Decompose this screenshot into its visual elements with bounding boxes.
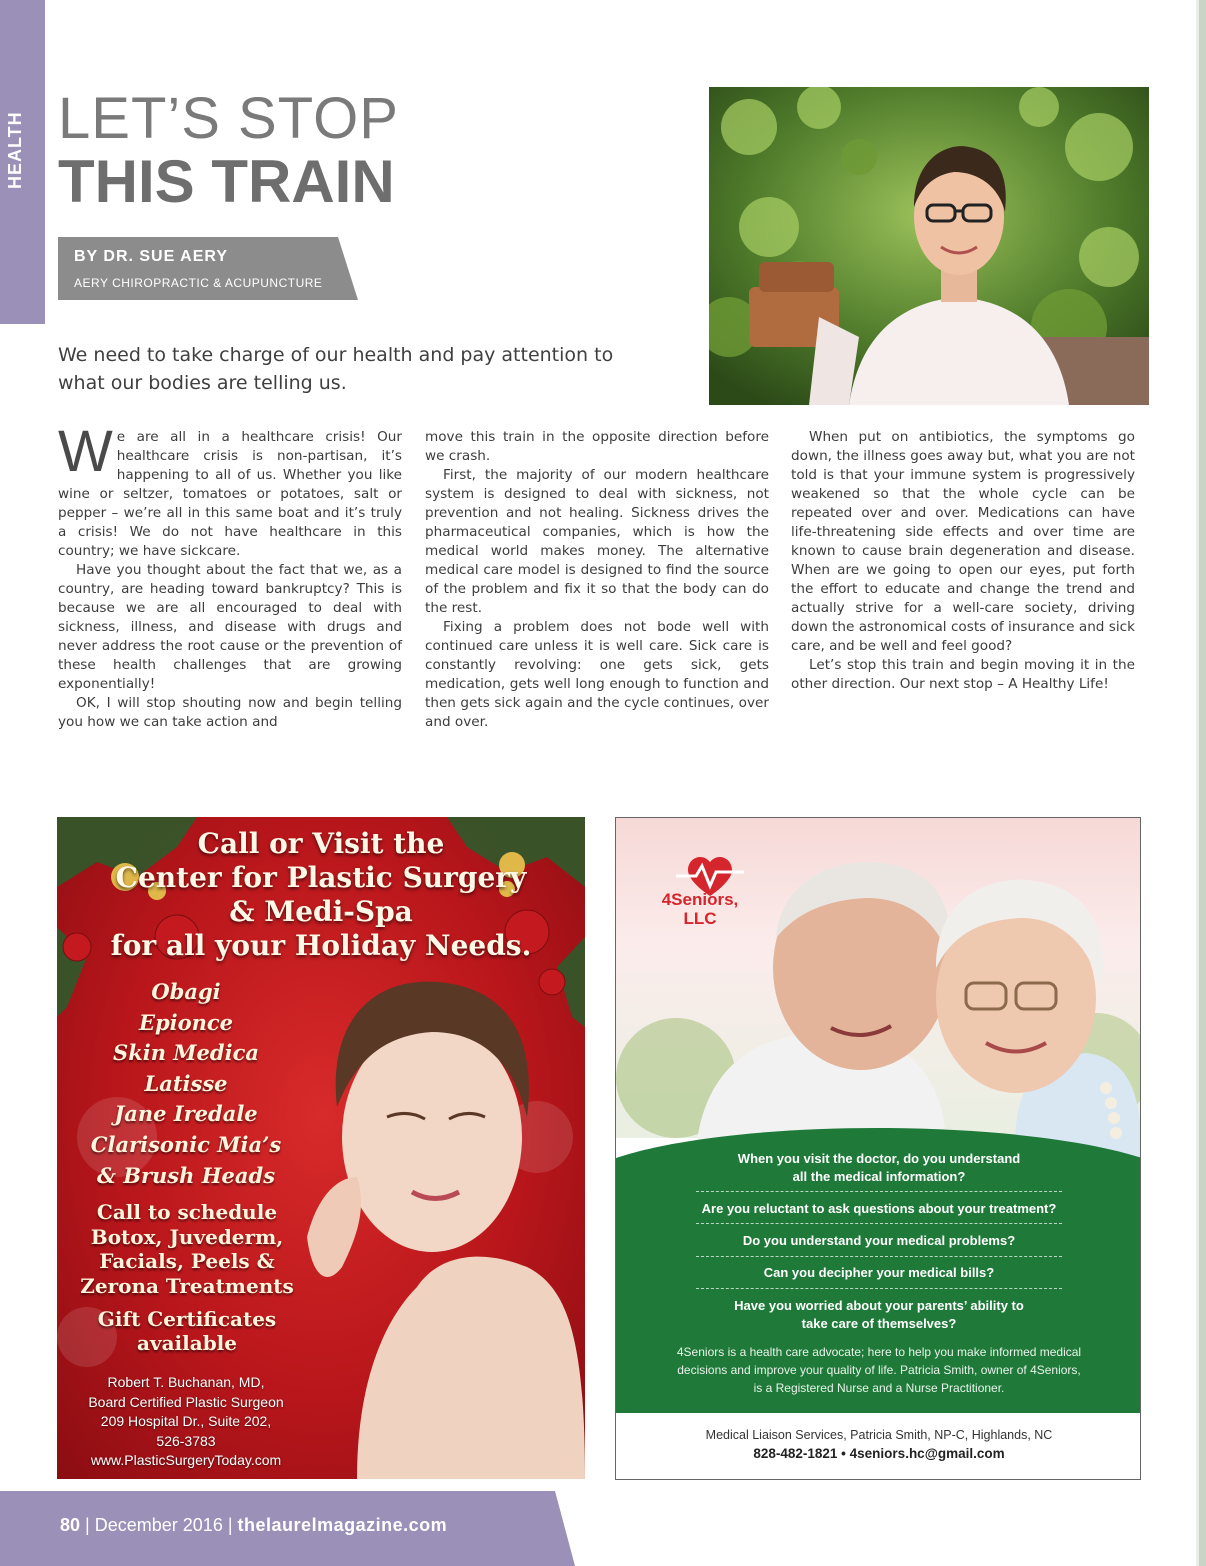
headline-line: & Medi-Spa: [229, 895, 413, 928]
headline-line-2: THIS TRAIN: [58, 148, 395, 215]
brand-item: Jane Iredale: [114, 1101, 258, 1127]
contact-line: Robert T. Buchanan, MD,: [107, 1374, 265, 1390]
footer-separator: |: [85, 1515, 90, 1535]
description-line: 4Seniors is a health care advocate; here to help you make informed medical: [676, 1345, 1082, 1359]
headline-line-1: LET’S STOP: [58, 86, 399, 151]
question-line: Have you worried about your parents’ ability to: [734, 1298, 1024, 1313]
question-line: Can you decipher your medical bills?: [763, 1265, 995, 1280]
article-column-2: [425, 428, 769, 732]
callout-line: Call to schedule: [96, 1200, 278, 1224]
description-line: is a Registered Nurse and a Nurse Practitioner.: [753, 1381, 1005, 1395]
question-item: [686, 1297, 1072, 1333]
section-tab: [0, 0, 45, 324]
question-divider: [696, 1223, 1062, 1224]
question-line: Do you understand your medical problems?: [742, 1233, 1016, 1248]
byline-organization: AERY CHIROPRACTIC & ACUPUNCTURE: [74, 276, 323, 290]
headline-line: Center for Plastic Surgery: [115, 861, 527, 894]
plastic-ad-headline: [57, 827, 585, 963]
page-footer: [60, 1515, 447, 1536]
question-line: Are you reluctant to ask questions about your treatment?: [701, 1201, 1057, 1216]
question-divider: [696, 1256, 1062, 1257]
model-face-illustration: [307, 982, 585, 1479]
brand-item: Obagi: [151, 979, 221, 1004]
4seniors-contact-line[interactable]: 828-482-1821 • 4seniors.hc@gmail.com: [753, 1446, 1005, 1461]
paragraph-text: e are all in a healthcare crisis! Our healthcare crisis is non-partisan, it’s happening to all of us. Whether you like wine or seltzer, tomatoes or potatoes, salt or pepper – we’re all in this same boat and it’s truly a crisis! We do not have healthcare in this country; we have sickcare.: [58, 429, 402, 559]
question-item: [686, 1232, 1072, 1250]
callout-line: Gift Certificates: [97, 1307, 277, 1331]
drop-cap: W: [58, 419, 113, 484]
author-photo: [709, 87, 1149, 405]
article-deck: We need to take charge of our health and pay attention to what our bodies are telling us.: [58, 344, 614, 394]
4seniors-description: [646, 1343, 1112, 1397]
magazine-website[interactable]: thelaurelmagazine.com: [237, 1515, 448, 1535]
brand-item: Clarisonic Mia’s: [90, 1131, 282, 1157]
brand-item: Epionce: [138, 1009, 234, 1035]
brand-item: & Brush Heads: [96, 1162, 276, 1188]
article-column-1: [58, 419, 402, 732]
brand-item: Latisse: [144, 1070, 228, 1096]
contact-line: 209 Hospital Dr., Suite 202,: [100, 1413, 272, 1429]
callout-line: Botox, Juvederm,: [90, 1224, 284, 1249]
treatments-callout: [67, 1200, 307, 1298]
headline-line: for all your Holiday Needs.: [110, 929, 532, 962]
article-paragraph: Fixing a problem does not bode well with continued care unless it is well care. Sick care is constantly revolving: one gets sick, gets medication, gets well long enough to function and then gets sick again and the cycle continues, over and over.: [425, 619, 769, 730]
author-portrait-illustration: [709, 87, 1149, 405]
contact-line: Board Certified Plastic Surgeon: [88, 1393, 284, 1410]
question-line: take care of themselves?: [801, 1316, 957, 1331]
contact-phone: 526-3783: [156, 1432, 216, 1449]
page-number: 80: [60, 1515, 81, 1535]
contact-website[interactable]: www.PlasticSurgeryToday.com: [90, 1452, 282, 1468]
question-divider: [696, 1191, 1062, 1192]
callout-line: available: [137, 1331, 237, 1355]
page-edge-stripe: [1196, 0, 1206, 1566]
plastic-ad-contact: [61, 1373, 311, 1471]
article-paragraph: [58, 419, 402, 561]
headline-line: Call or Visit the: [197, 827, 445, 860]
question-item: [686, 1150, 1072, 1186]
question-divider: [696, 1288, 1062, 1289]
4seniors-ad[interactable]: [615, 817, 1141, 1480]
description-line: decisions and improve your quality of life. Patricia Smith, owner of 4Seniors,: [677, 1363, 1081, 1377]
gift-certificates-callout: [67, 1307, 307, 1355]
article-paragraph: OK, I will stop shouting now and begin telling you how we can take action and: [58, 695, 402, 730]
article-column-3: [791, 428, 1135, 694]
byline-author: BY DR. SUE AERY: [74, 248, 228, 265]
callout-line: Zerona Treatments: [80, 1273, 294, 1298]
section-label: HEALTH: [5, 111, 25, 189]
logo-line: LLC: [683, 909, 717, 928]
article-paragraph: Let’s stop this train and begin moving it in the other direction. Our next stop – A Healthy Life!: [791, 657, 1135, 692]
question-line: When you visit the doctor, do you understand: [737, 1151, 1021, 1166]
article-paragraph: First, the majority of our modern healthcare system is designed to deal with sickness, not prevention and not healing. Sickness drives the pharmaceutical companies, which is how the medical world makes money. The alternative medical care model is designed to find the source of the problem and fix it so that the body can do the rest.: [425, 467, 769, 616]
brand-list: [71, 977, 301, 1191]
byline-banner: [58, 237, 358, 300]
article-paragraph: When put on antibiotics, the symptoms go down, the illness goes away but, what you are not told is that your immune system is progressively weakened so that the whole cycle can be repeated over and over. Medications can have life-threatening side effects and over time are known to cause brain degeneration and disease. When are we going to open our eyes, put forth the effort to educate and change the trend and actually strive for a well-care society, driving down the astronomical costs of insurance and sick care, and be well and feel good?: [791, 429, 1135, 654]
callout-line: Facials, Peels &: [99, 1249, 275, 1273]
logo-line: 4Seniors,: [661, 890, 739, 909]
question-item: [686, 1200, 1072, 1218]
4seniors-logo-text: [640, 890, 760, 928]
byline-banner-shape: [58, 237, 358, 300]
4seniors-services-line: Medical Liaison Services, Patricia Smith, NP-C, Highlands, NC: [705, 1428, 1053, 1442]
issue-date: December 2016: [94, 1515, 223, 1535]
footer-separator: |: [227, 1515, 233, 1535]
brand-item: Skin Medica: [113, 1040, 259, 1066]
plastic-surgery-ad[interactable]: [57, 817, 585, 1479]
question-line: all the medical information?: [792, 1169, 966, 1184]
article-paragraph: move this train in the opposite direction before we crash.: [425, 429, 769, 464]
article-paragraph: Have you thought about the fact that we, as a country, are heading toward bankruptcy? This is because we are all encouraged to deal with sickness, illness, and disease with drugs and never address the root cause or the prevention of these health challenges that are growing exponentially!: [58, 562, 402, 692]
question-item: [686, 1264, 1072, 1282]
